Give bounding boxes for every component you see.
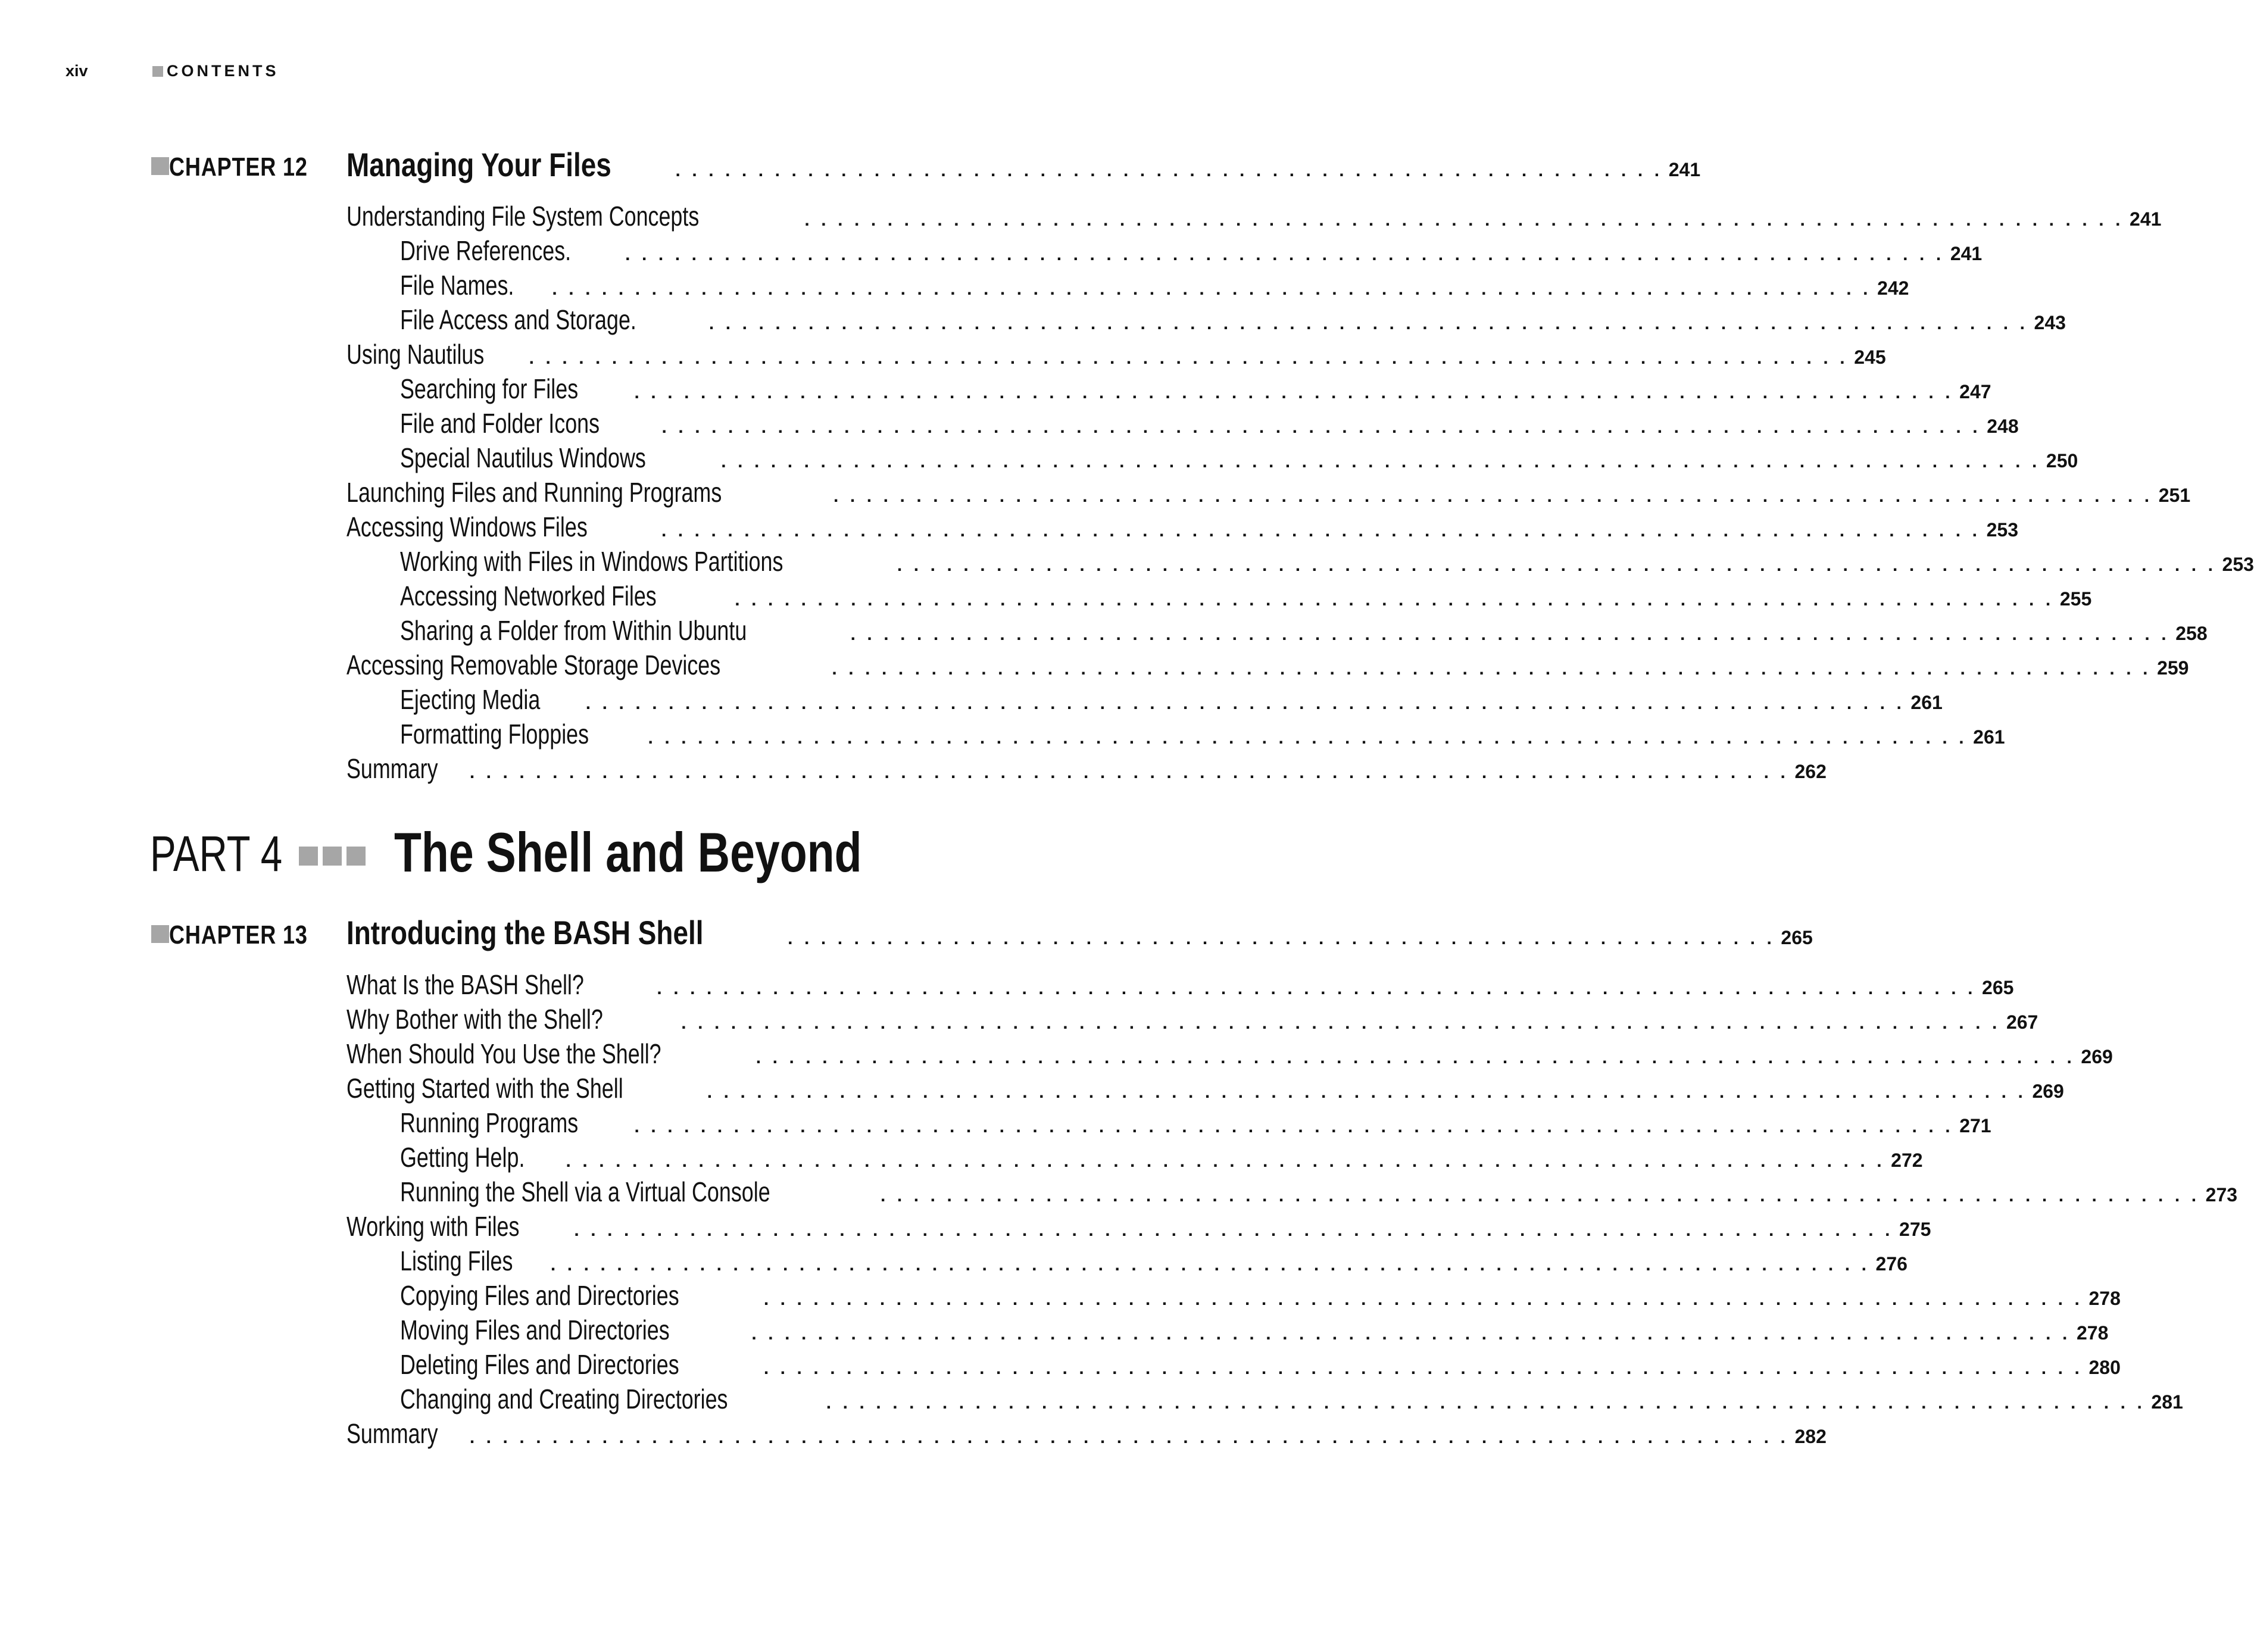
chapter-12-toc bbox=[346, 199, 2254, 786]
toc-entry bbox=[346, 717, 2005, 751]
dot-leader: . . . . . . . . . . . . . . . . . . . . . . . . . . . . . . . . . . . . . . . . . . . . . . . . . . . . . . . . . . . . . . . . . . . . . . . . . . . . . . . . bbox=[850, 624, 2170, 644]
chapter-page-number: 265 bbox=[1781, 927, 1813, 948]
page-number: xiv bbox=[65, 62, 88, 80]
chapter-page-number: 241 bbox=[1668, 159, 1701, 180]
toc-entry-label: Getting Help. bbox=[400, 1142, 525, 1173]
toc-entry bbox=[346, 1209, 1931, 1244]
dot-leader: . . . . . . . . . . . . . . . . . . . . . . . . . . . . . . . . . . . . . . . . . . . . . . . . . . . . . . . . . . . . . . . . . . . . . . . . . . . . . . . . bbox=[880, 1186, 2200, 1206]
toc-entry bbox=[346, 579, 2092, 613]
toc-entry-label: What Is the BASH Shell? bbox=[346, 969, 584, 1000]
toc-entry-page: 278 bbox=[2077, 1322, 2109, 1344]
toc-entry-page: 269 bbox=[2081, 1046, 2113, 1067]
toc-entry-label: Ejecting Media bbox=[400, 684, 541, 715]
dot-leader: . . . . . . . . . . . . . . . . . . . . . . . . . . . . . . . . . . . . . . . . . . . . . . . . . . . . . . . . . . . . . . . . . . . . . . . . . . . . . . . . bbox=[634, 383, 1954, 402]
dot-leader: . . . . . . . . . . . . . . . . . . . . . . . . . . . . . . . . . . . . . . . . . . . . . . . . . . . . . . . . . . . . . . . . . . . . . . . . . . . . . . . . bbox=[574, 1220, 1894, 1240]
toc-entry bbox=[346, 1416, 1827, 1451]
square-bullet-icon bbox=[151, 157, 169, 175]
toc-entry bbox=[346, 648, 2189, 682]
toc-entry-page: 251 bbox=[2158, 485, 2191, 506]
square-bullet-icon bbox=[151, 925, 169, 943]
toc-entry-page: 265 bbox=[1982, 977, 2014, 998]
part-label: PART 4 bbox=[150, 826, 283, 882]
toc-entry-label: Using Nautilus bbox=[346, 339, 485, 370]
toc-entry bbox=[346, 967, 2014, 1002]
toc-entry-page: 253 bbox=[2222, 554, 2254, 575]
toc-entry-page: 267 bbox=[2006, 1011, 2038, 1033]
toc-entry bbox=[346, 1002, 2038, 1036]
toc-entry bbox=[346, 1244, 1908, 1278]
toc-entry-page: 248 bbox=[1987, 416, 2019, 437]
toc-entry-label: Special Nautilus Windows bbox=[400, 442, 646, 473]
toc-entry-label: File and Folder Icons bbox=[400, 408, 600, 439]
dot-leader: . . . . . . . . . . . . . . . . . . . . . . . . . . . . . . . . . . . . . . . . . . . . . . . . . . . . . . . . . . . . bbox=[675, 161, 1663, 180]
dot-leader: . . . . . . . . . . . . . . . . . . . . . . . . . . . . . . . . . . . . . . . . . . . . . . . . . . . . . . . . . . . . . . . . . . . . . . . . . . . . . . . . bbox=[550, 1255, 1870, 1275]
toc-entry bbox=[346, 1347, 2121, 1382]
toc-entry bbox=[346, 441, 2078, 475]
toc-entry-label: Searching for Files bbox=[400, 373, 579, 404]
chapter-13-heading bbox=[151, 911, 1813, 951]
chapter-label: CHAPTER 12 bbox=[169, 152, 308, 182]
dot-leader: . . . . . . . . . . . . . . . . . . . . . . . . . . . . . . . . . . . . . . . . . . . . . . . . . . . . . . . . . . . . . . . . . . . . . . . . . . . . . . . . bbox=[648, 728, 1968, 748]
toc-entry-page: 275 bbox=[1899, 1219, 1931, 1240]
dot-leader: . . . . . . . . . . . . . . . . . . . . . . . . . . . . . . . . . . . . . . . . . . . . . . . . . . . . . . . . . . . . . . . . . . . . . . . . . . . . . . . . bbox=[897, 555, 2216, 575]
toc-entry bbox=[346, 751, 1827, 786]
chapter-title: Introducing the BASH Shell bbox=[346, 914, 704, 951]
toc-entry-label: When Should You Use the Shell? bbox=[346, 1038, 661, 1069]
dot-leader: . . . . . . . . . . . . . . . . . . . . . . . . . . . . . . . . . . . . . . . . . . . . . . . . . . . . . . . . . . . . . . . . . . . . . . . . . . . . . . . . bbox=[708, 314, 2028, 333]
dot-leader: . . . . . . . . . . . . . . . . . . . . . . . . . . . . . . . . . . . . . . . . . . . . . . . . . . . . . . . . . . . . . . . . . . . . . . . . . . . . . . . . bbox=[552, 279, 1872, 299]
toc-entry bbox=[346, 613, 2208, 648]
toc-entry-label: Moving Files and Directories bbox=[400, 1314, 670, 1345]
part-squares-icon bbox=[299, 847, 366, 866]
dot-leader: . . . . . . . . . . . . . . . . . . . . . . . . . . . . . . . . . . . . . . . . . . . . . . . . . . . . . . . . . . . . . . . . . . . . . . . . . . . . . . . . bbox=[735, 590, 2054, 610]
chapter-label: CHAPTER 13 bbox=[169, 920, 308, 950]
dot-leader: . . . . . . . . . . . . . . . . . . . . . . . . . . . . . . . . . . . . . . . . . . . . . . . . . . . . . . . . . . . . . . . . . . . . . . . . . . . . . . . . bbox=[634, 1117, 1954, 1136]
toc-entry bbox=[346, 302, 2066, 337]
toc-entry-label: File Names. bbox=[400, 270, 514, 301]
toc-entry bbox=[346, 1382, 2183, 1416]
toc-entry bbox=[346, 371, 1991, 406]
toc-entry-page: 273 bbox=[2205, 1184, 2238, 1206]
toc-entry-page: 271 bbox=[1959, 1115, 1991, 1136]
toc-entry-page: 278 bbox=[2088, 1288, 2121, 1309]
toc-entry-page: 276 bbox=[1875, 1253, 1908, 1275]
toc-entry-label: Running Programs bbox=[400, 1107, 579, 1138]
toc-entry-label: Copying Files and Directories bbox=[400, 1280, 679, 1311]
running-head-title: CONTENTS bbox=[167, 62, 279, 80]
dot-leader: . . . . . . . . . . . . . . . . . . . . . . . . . . . . . . . . . . . . . . . . . . . . . . . . . . . . . . . . . . . . . . . . . . . . . . . . . . . . . . . . bbox=[833, 486, 2153, 506]
toc-entry-label: Accessing Windows Files bbox=[346, 511, 588, 542]
dot-leader: . . . . . . . . . . . . . . . . . . . . . . . . . . . . . . . . . . . . . . . . . . . . . . . . . . . . . . . . . . . . . . . . . . . . . . . . . . . . . . . . bbox=[661, 521, 1981, 541]
toc-entry-page: 243 bbox=[2034, 312, 2066, 333]
toc-entry-label: Getting Started with the Shell bbox=[346, 1073, 623, 1104]
toc-entry bbox=[346, 1278, 2121, 1313]
chapter-title: Managing Your Files bbox=[346, 146, 611, 183]
toc-entry-page: 255 bbox=[2059, 588, 2092, 610]
toc-entry-label: Accessing Removable Storage Devices bbox=[346, 649, 721, 680]
toc-entry bbox=[346, 337, 1886, 371]
toc-entry bbox=[346, 1106, 1991, 1140]
dot-leader: . . . . . . . . . . . . . . . . . . . . . . . . . . . . . . . . . . . . . . . . . . . . . . . . . . . . . . . . . . . . . . . . . . . . . . . . . . . . . . . . bbox=[751, 1324, 2071, 1344]
toc-entry-label: Understanding File System Concepts bbox=[346, 201, 700, 232]
toc-entry-page: 262 bbox=[1794, 761, 1827, 782]
toc-entry bbox=[346, 268, 1909, 302]
toc-entry-page: 250 bbox=[2046, 450, 2078, 471]
dot-leader: . . . . . . . . . . . . . . . . . . . . . . . . . . . . . . . . . . . . . . . . . . . . . . . . . . . . . . . . . . . . . . . . . . . . . . . . . . . . . . . . bbox=[566, 1151, 1885, 1171]
dot-leader: . . . . . . . . . . . . . . . . . . . . . . . . . . . . . . . . . . . . . . . . . . . . . . . . . . . . . . . . . . . . . . . . . . . . . . . . . . . . . . . . bbox=[721, 452, 2040, 471]
dot-leader: . . . . . . . . . . . . . . . . . . . . . . . . . . . . . . . . . . . . . . . . . . . . . . . . . . . . . . . . . . . . . . . . . . . . . . . . . . . . . . . . bbox=[625, 245, 1944, 264]
toc-entry-label: Sharing a Folder from Within Ubuntu bbox=[400, 615, 747, 646]
dot-leader: . . . . . . . . . . . . . . . . . . . . . . . . . . . . . . . . . . . . . . . . . . . . . . . . . . . . . . . . . . . . . . . . . . . . . . . . . . . . . . . . bbox=[707, 1082, 2027, 1102]
dot-leader: . . . . . . . . . . . . . . . . . . . . . . . . . . . . . . . . . . . . . . . . . . . . . . . . . . . . . . . . . . . . . . . . . . . . . . . . . . . . . . . . bbox=[763, 1289, 2083, 1309]
toc-entry bbox=[346, 1036, 2113, 1071]
toc-entry-page: 241 bbox=[2130, 208, 2162, 230]
toc-entry-page: 241 bbox=[1950, 243, 1983, 264]
toc-entry-label: Deleting Files and Directories bbox=[400, 1349, 679, 1380]
dot-leader: . . . . . . . . . . . . . . . . . . . . . . . . . . . . . . . . . . . . . . . . . . . . . . . . . . . . . . . . . . . . . . . . . . . . . . . . . . . . . . . . bbox=[804, 210, 2124, 230]
dot-leader: . . . . . . . . . . . . . . . . . . . . . . . . . . . . . . . . . . . . . . . . . . . . . . . . . . . . . . . . . . . . . . . . . . . . . . . . . . . . . . . . bbox=[681, 1013, 2000, 1033]
toc-entry bbox=[346, 1313, 2109, 1347]
toc-entry-label: Changing and Creating Directories bbox=[400, 1384, 728, 1414]
toc-entry-label: Drive References. bbox=[400, 235, 572, 266]
toc-entry-label: Launching Files and Running Programs bbox=[346, 477, 722, 508]
part-4-heading bbox=[150, 820, 1103, 886]
toc-entry-label: Working with Files in Windows Partitions bbox=[400, 546, 783, 577]
dot-leader: . . . . . . . . . . . . . . . . . . . . . . . . . . . . . . . . . . . . . . . . . . . . . . . . . . . . . . . . . . . . . . . . . . . . . . . . . . . . . . . . bbox=[763, 1359, 2083, 1378]
toc-entry-label: Running the Shell via a Virtual Console bbox=[400, 1176, 770, 1207]
toc-entry-label: Summary bbox=[346, 753, 438, 784]
toc-entry-page: 282 bbox=[1794, 1426, 1827, 1447]
part-title: The Shell and Beyond bbox=[394, 821, 862, 883]
chapter-13-toc bbox=[346, 967, 2238, 1451]
toc-entry bbox=[346, 510, 2018, 544]
chapter-12-heading bbox=[151, 143, 1701, 183]
toc-entry-page: 247 bbox=[1959, 381, 1991, 402]
toc-entry bbox=[346, 1071, 2064, 1106]
toc-entry-page: 261 bbox=[1973, 726, 2005, 748]
dot-leader: . . . . . . . . . . . . . . . . . . . . . . . . . . . . . . . . . . . . . . . . . . . . . . . . . . . . . . . . . . . . bbox=[788, 929, 1775, 948]
toc-entry-page: 269 bbox=[2032, 1080, 2064, 1102]
toc-entry bbox=[346, 1175, 2238, 1209]
dot-leader: . . . . . . . . . . . . . . . . . . . . . . . . . . . . . . . . . . . . . . . . . . . . . . . . . . . . . . . . . . . . . . . . . . . . . . . . . . . . . . . . bbox=[826, 1393, 2146, 1413]
toc-entry-page: 245 bbox=[1854, 346, 1886, 368]
toc-entry-label: Listing Files bbox=[400, 1245, 513, 1276]
dot-leader: . . . . . . . . . . . . . . . . . . . . . . . . . . . . . . . . . . . . . . . . . . . . . . . . . . . . . . . . . . . . . . . . . . . . . . . . . . . . . . . . bbox=[585, 694, 1905, 713]
toc-entry-label: Why Bother with the Shell? bbox=[346, 1004, 603, 1035]
toc-entry bbox=[346, 406, 2019, 441]
square-bullet-icon bbox=[152, 66, 163, 77]
dot-leader: . . . . . . . . . . . . . . . . . . . . . . . . . . . . . . . . . . . . . . . . . . . . . . . . . . . . . . . . . . . . . . . . . . . . . . . . . . . . . . . . bbox=[469, 1428, 1789, 1447]
dot-leader: . . . . . . . . . . . . . . . . . . . . . . . . . . . . . . . . . . . . . . . . . . . . . . . . . . . . . . . . . . . . . . . . . . . . . . . . . . . . . . . . bbox=[661, 417, 1981, 437]
toc-entry-page: 272 bbox=[1891, 1150, 1923, 1171]
dot-leader: . . . . . . . . . . . . . . . . . . . . . . . . . . . . . . . . . . . . . . . . . . . . . . . . . . . . . . . . . . . . . . . . . . . . . . . . . . . . . . . . bbox=[657, 979, 1977, 998]
toc-entry bbox=[346, 544, 2254, 579]
toc-entry-page: 280 bbox=[2088, 1357, 2121, 1378]
toc-entry-label: File Access and Storage. bbox=[400, 304, 636, 335]
toc-entry bbox=[346, 475, 2191, 510]
toc-entry-label: Summary bbox=[346, 1418, 438, 1449]
toc-entry-label: Formatting Floppies bbox=[400, 719, 589, 750]
toc-entry bbox=[346, 199, 2162, 233]
toc-entry-page: 281 bbox=[2151, 1391, 2183, 1413]
dot-leader: . . . . . . . . . . . . . . . . . . . . . . . . . . . . . . . . . . . . . . . . . . . . . . . . . . . . . . . . . . . . . . . . . . . . . . . . . . . . . . . . bbox=[756, 1048, 2075, 1067]
dot-leader: . . . . . . . . . . . . . . . . . . . . . . . . . . . . . . . . . . . . . . . . . . . . . . . . . . . . . . . . . . . . . . . . . . . . . . . . . . . . . . . . bbox=[832, 659, 2152, 679]
toc-entry bbox=[346, 233, 1983, 268]
toc-entry-page: 259 bbox=[2157, 657, 2189, 679]
toc-entry-page: 258 bbox=[2175, 623, 2208, 644]
dot-leader: . . . . . . . . . . . . . . . . . . . . . . . . . . . . . . . . . . . . . . . . . . . . . . . . . . . . . . . . . . . . . . . . . . . . . . . . . . . . . . . . bbox=[469, 763, 1789, 782]
dot-leader: . . . . . . . . . . . . . . . . . . . . . . . . . . . . . . . . . . . . . . . . . . . . . . . . . . . . . . . . . . . . . . . . . . . . . . . . . . . . . . . . bbox=[529, 348, 1849, 368]
toc-entry bbox=[346, 682, 1943, 717]
toc-entry-label: Working with Files bbox=[346, 1211, 520, 1242]
toc-entry-page: 253 bbox=[1986, 519, 2018, 541]
toc-entry-page: 242 bbox=[1877, 277, 1909, 299]
toc-entry bbox=[346, 1140, 1923, 1175]
toc-entry-page: 261 bbox=[1910, 692, 1943, 713]
toc-entry-label: Accessing Networked Files bbox=[400, 580, 657, 611]
